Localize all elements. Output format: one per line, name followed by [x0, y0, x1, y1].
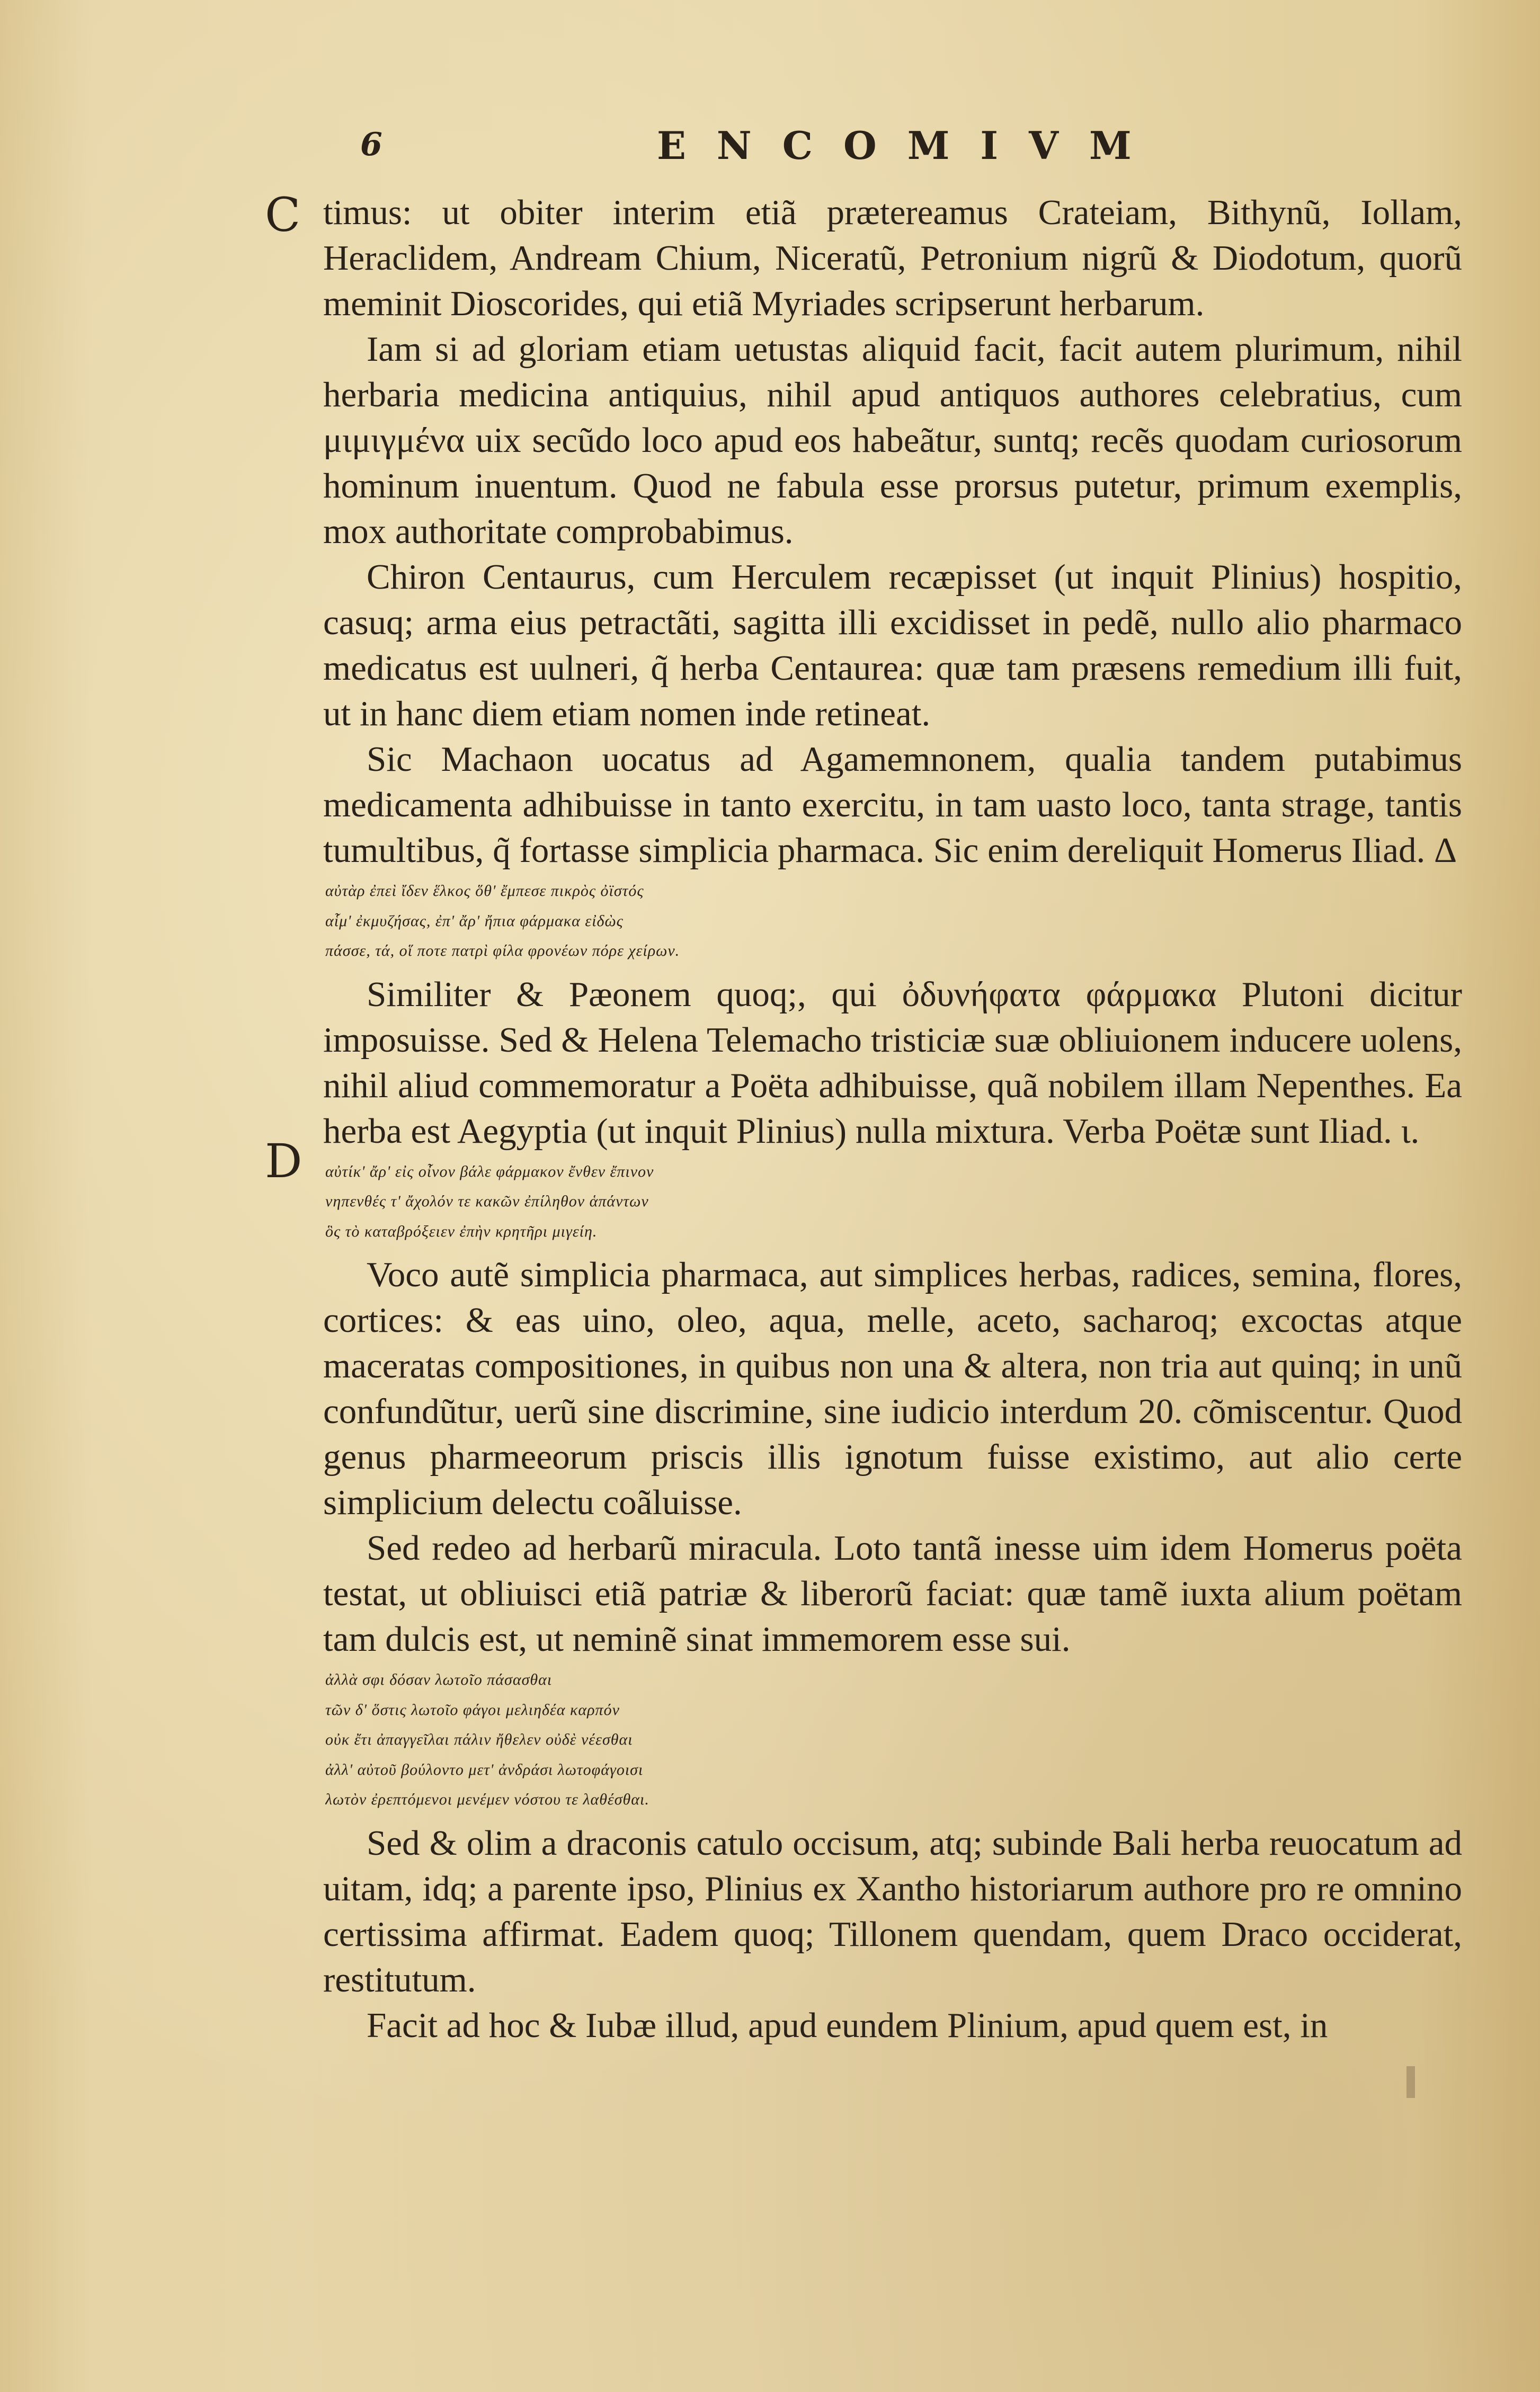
- greek-verse: αἷμ' ἐκμυζήσας, ἐπ' ἄρ' ἤπια φάρμακα εἰδὼς: [325, 912, 624, 930]
- greek-verse: ἀλλὰ σφι δόσαν λωτοῖο πάσασθαι: [325, 1671, 553, 1688]
- greek-verse: αὐτὰρ ἐπεὶ ἴδεν ἕλκος ὅθ' ἔμπεσε πικρὸς ὀϊστός: [325, 882, 644, 900]
- page-number: 6: [360, 126, 382, 163]
- paragraph-4: Sic Machaon uocatus ad Agamemnonem, qualia tandem putabimus medicamenta adhibuisse in tanto exercitu, in tam uasto loco, tanta strage, tantis tumultibus, q̃ fortasse simplicia pharmaca. Sic enim dereliquit Homerus Iliad. Δ: [323, 740, 1462, 870]
- greek-verse: αὐτίκ' ἄρ' εἰς οἶνον βάλε φάρμακον ἔνθεν ἔπινον: [325, 1162, 654, 1180]
- paragraph-5: Similiter & Pæonem quoq;, qui ὀδυνήφατα φάρμακα Plutoni dicitur imposuisse. Sed & Helena Telemacho tristiciæ suæ obliuionem inducere uolens, nihil aliud commemoratur a Poëta adhibuisse, quã nobilem illam Nepenthes. Ea herba est Aegyptia (ut inquit Plinius) nulla mixtura. Verba Poëtæ sunt Iliad. ι.: [323, 974, 1462, 1151]
- body-text: [323, 190, 1462, 2048]
- greek-verse: πάσσε, τά, οἵ ποτε πατρὶ φίλα φρονέων πόρε χείρων.: [325, 942, 680, 959]
- greek-quotation-2: [325, 1157, 1462, 1247]
- running-head: ENCOMIVM: [657, 123, 1162, 168]
- greek-quotation-1: [325, 876, 1462, 966]
- greek-verse: οὐκ ἔτι ἀπαγγεῖλαι πάλιν ἤθελεν οὐδὲ νέεσθαι: [325, 1731, 633, 1748]
- margin-letter-d: D: [265, 1134, 302, 1188]
- greek-verse: ὃς τὸ καταβρόξειεν ἐπὴν κρητῆρι μιγείη.: [325, 1222, 598, 1240]
- paragraph-7: Sed redeo ad herbarũ miracula. Loto tantã inesse uim idem Homerus poëta testat, ut obliuisci etiã patriæ & liberorũ faciat: quæ tamẽ iuxta alium poëtam tam dulcis est, ut neminẽ sinat immemorem esse sui.: [323, 1528, 1462, 1659]
- greek-verse: ἀλλ' αὐτοῦ βούλοντο μετ' ἀνδράσι λωτοφάγοισι: [325, 1760, 644, 1779]
- paragraph-3: Chiron Centaurus, cum Herculem recæpisset (ut inquit Plinius) hospitio, casuq; arma eius petractãti, sagitta illi excidisset in pedẽ, nullo alio pharmaco medicatus est uulneri, q̃ herba Centaurea: quæ tam præsens remedium illi fuit, ut in hanc diem etiam nomen inde retineat.: [323, 557, 1462, 733]
- paragraph-9: Facit ad hoc & Iubæ illud, apud eundem Plinium, apud quem est, in: [367, 2005, 1328, 2045]
- paragraph-2: Iam si ad gloriam etiam uetustas aliquid facit, facit autem plurimum, nihil herbaria medicina antiquius, nihil apud antiquos authores celebratius, cum μιμιγμένα uix secũdo loco apud eos habeãtur, suntq; recẽs quodam curiosorum hominum inuentum. Quod ne fabula esse prorsus putetur, primum exemplis, mox authoritate comprobabimus.: [323, 330, 1462, 551]
- paragraph-1: timus: ut obiter interim etiã prætereamus Crateiam, Bithynũ, Iollam, Heraclidem, Andream Chium, Niceratũ, Petronium nigrũ & Diodotum, quorũ meminit Dioscorides, qui etiã Myriades scripserunt herbarum.: [323, 193, 1462, 323]
- greek-quotation-3: [325, 1665, 1462, 1815]
- paragraph-8: Sed & olim a draconis catulo occisum, atq; subinde Bali herba reuocatum ad uitam, idq; a parente ipso, Plinius ex Xantho historiarum authore pro re omnino certissima affirmat. Eadem quoq; Tillonem quendam, quem Draco occiderat, restitutum.: [323, 1823, 1462, 1999]
- greek-verse: τῶν δ' ὅστις λωτοῖο φάγοι μελιηδέα καρπόν: [325, 1701, 620, 1719]
- ink-mark: [1407, 2066, 1415, 2098]
- greek-verse: νηπενθές τ' ἄχολόν τε κακῶν ἐπίληθον ἁπάντων: [325, 1193, 649, 1210]
- paragraph-6: Voco autẽ simplicia pharmaca, aut simplices herbas, radices, semina, flores, cortices: & eas uino, oleo, aqua, melle, aceto, sacharoq; excoctas atque maceratas compositiones, in quibus non una & altera, non tria aut quinq; in unũ confundũtur, uerũ sine discrimine, sine iudicio interdum 20. cõmiscentur. Quod genus pharmeeorum priscis illis ignotum fuisse existimo, aut alio certe simplicium delectu coãluisse.: [323, 1255, 1462, 1522]
- greek-verse: λωτὸν ἐρεπτόμενοι μενέμεν νόστου τε λαθέσθαι.: [325, 1791, 649, 1808]
- margin-letter-c: C: [265, 188, 301, 242]
